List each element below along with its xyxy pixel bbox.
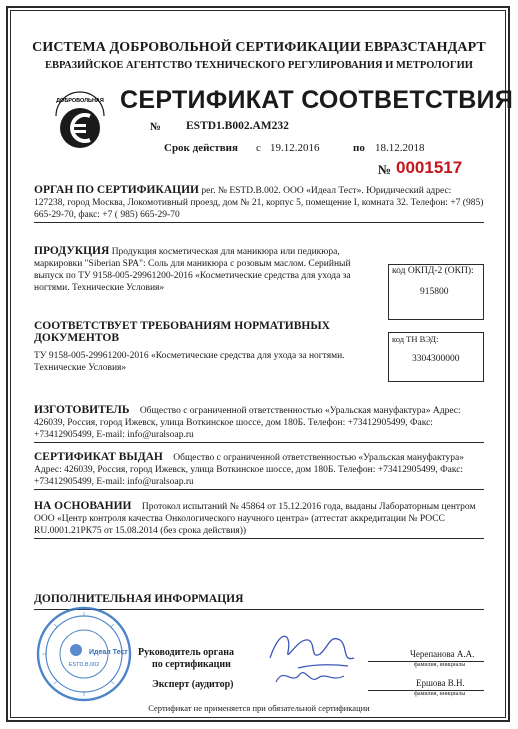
- organ-section: [34, 184, 484, 221]
- expert-caption: фамилия, инициалы: [414, 691, 466, 697]
- valid-to-label: по: [353, 142, 365, 154]
- valid-from-label: с: [256, 142, 261, 154]
- compliance-heading: СООТВЕТСТВУЕТ ТРЕБОВАНИЯМ НОРМАТИВНЫХ ДОКУМЕНТОВ: [34, 320, 330, 344]
- product-heading: ПРОДУКЦИЯ: [34, 245, 110, 257]
- head-label-line1: Руководитель органа: [138, 647, 234, 658]
- organ-heading: ОРГАН ПО СЕРТИФИКАЦИИ: [34, 184, 199, 196]
- manufacturer-heading: ИЗГОТОВИТЕЛЬ: [34, 404, 130, 416]
- okpd-value: 915800: [420, 287, 449, 297]
- issued-to-heading: СЕРТИФИКАТ ВЫДАН: [34, 451, 163, 463]
- basis-section: [34, 500, 484, 537]
- compliance-section: [34, 320, 380, 374]
- head-caption: фамилия, инициалы: [414, 662, 466, 668]
- stamp-code: ESTD.B.002: [68, 662, 100, 668]
- certification-logo-icon: [50, 86, 110, 156]
- footer-note: Сертификат не применяется при обязательной сертификации: [148, 703, 370, 713]
- document-title: СЕРТИФИКАТ СООТВЕТСТВИЯ: [120, 86, 514, 114]
- valid-to: 18.12.2018: [375, 142, 425, 154]
- basis-text: Протокол испытаний № 45864 от 15.12.2016 года, выданы Лабораторным центром ООО «Центр контроля качества Онкологического научного центра» (аттестат аккредитации № РОСС RU.0001.21РК75 от 15.08.2014 (без срока действия)): [34, 502, 476, 536]
- valid-from: 19.12.2016: [270, 142, 320, 154]
- serial-label: №: [378, 162, 392, 177]
- basis-heading: НА ОСНОВАНИИ: [34, 500, 132, 512]
- manufacturer-underline: [34, 442, 484, 443]
- stamp-seal-icon: [34, 604, 134, 704]
- head-label-line2: по сертификации: [152, 659, 231, 670]
- organ-text: рег. № ESTD.B.002. ООО «Идеал Тест». Юридический адрес: 127238, город Москва, Локомотивный проезд, дом № 21, корпус 5, помещение I, комната 32. Телефон: +7 (985) 665-29-70, факс: +7 ( 985) 665-29-70: [34, 186, 484, 220]
- validity-label: Срок действия: [164, 142, 238, 154]
- agency-title: ЕВРАЗИЙСКОЕ АГЕНТСТВО ТЕХНИЧЕСКОГО РЕГУЛИРОВАНИЯ И МЕТРОЛОГИИ: [45, 60, 473, 71]
- issued-to-text: Общество с ограниченной ответственностью «Уральская мануфактура» Адрес: 426039, Россия, город Ижевск, улица Воткинское шоссе, дом 180Б. Телефон: +73412905499, Факс: +73412905499, E-mail: info@uralsoap.ru: [34, 453, 464, 487]
- tnved-value: 3304300000: [412, 354, 460, 364]
- expert-signature-icon: [270, 662, 350, 692]
- basis-underline: [34, 538, 484, 539]
- manufacturer-text: Общество с ограниченной ответственностью «Уральская мануфактура» Адрес: 426039, Россия, город Ижевск, улица Воткинское шоссе, дом 180Б. Телефон: +73412905499, Факс: +73412905499, E-mail: info@uralsoap.ru: [34, 406, 461, 440]
- tnved-label: код ТН ВЭД:: [392, 334, 439, 344]
- issued-to-underline: [34, 489, 484, 490]
- certificate-number: ESTD1.B002.AM232: [186, 120, 289, 132]
- number-label: №: [150, 121, 162, 133]
- issued-to-section: [34, 451, 484, 488]
- organ-underline: [34, 222, 484, 223]
- expert-name: Ершова В.Н.: [416, 678, 465, 688]
- product-text: Продукция косметическая для маникюра или педикюра, маркировки "Siberian SPA": Соль для маникюра с розовым маслом. Серийный выпуск по ТУ 9158-005-29961200-2016 «Косметические средства для ухода за ногтями. Технические Условия»: [34, 247, 351, 293]
- head-label: [138, 647, 234, 671]
- serial-number: 0001517: [396, 158, 463, 177]
- compliance-text: ТУ 9158-005-29961200-2016 «Косметические средства для ухода за ногтями. Технические Условия»: [34, 351, 345, 373]
- svg-text:ДОБРОВОЛЬНАЯ: ДОБРОВОЛЬНАЯ: [56, 98, 104, 104]
- product-section: [34, 245, 380, 294]
- system-title: СИСТЕМА ДОБРОВОЛЬНОЙ СЕРТИФИКАЦИИ ЕВРАЗСТАНДАРТ: [32, 40, 486, 55]
- head-name: Черепанова А.А.: [410, 649, 475, 659]
- okpd-label: код ОКПД-2 (ОКП):: [392, 266, 474, 276]
- expert-label: Эксперт (аудитор): [152, 679, 234, 690]
- stamp-text: Идеал Тест: [89, 649, 128, 656]
- manufacturer-section: [34, 404, 484, 441]
- additional-heading: ДОПОЛНИТЕЛЬНАЯ ИНФОРМАЦИЯ: [34, 593, 244, 605]
